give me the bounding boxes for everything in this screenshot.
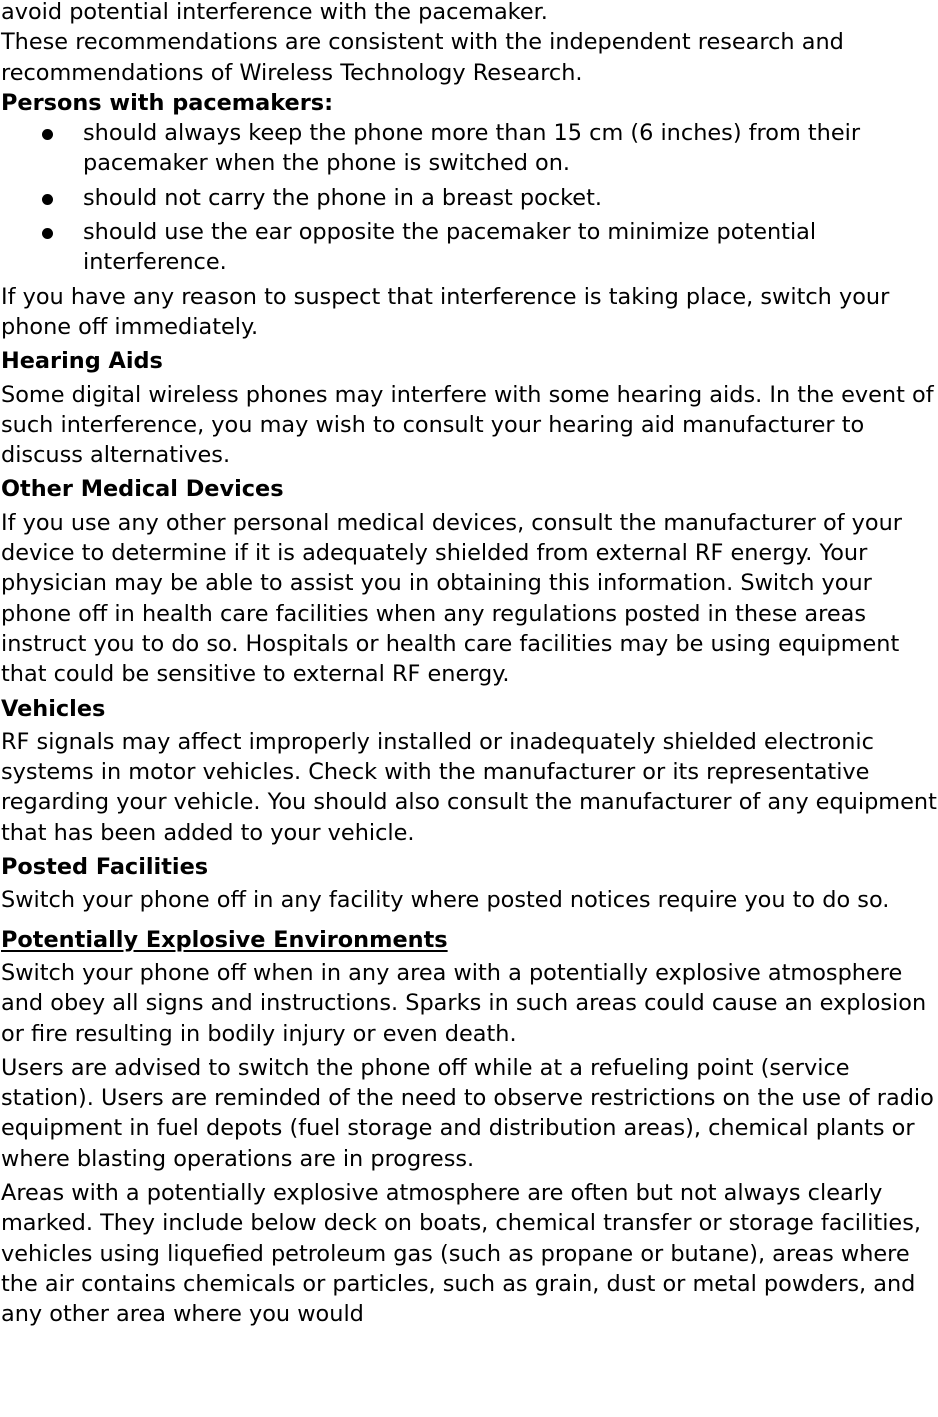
intro-consistency-paragraph: These recommendations are consistent with the independent research and recommendations of Wireless Technology Research.	[1, 29, 844, 86]
list-item	[1, 183, 937, 213]
bullet-text: should not carry the phone in a breast pocket.	[83, 184, 602, 211]
pacemakers-bullet-list	[1, 118, 937, 277]
other-medical-devices-heading: Other Medical Devices	[1, 476, 284, 503]
explosive-paragraph: Areas with a potentially explosive atmosphere are often but not always clearly marked. They include below deck on boats, chemical transfer or storage facilities, vehicles using liquefied petroleum gas (such as propane or butane), areas where the air contains chemicals or particles, such as grain, dust or metal powders, and any other area where you would	[1, 1179, 921, 1328]
bullet-icon	[42, 129, 53, 140]
list-item	[1, 118, 937, 179]
intro-continuation: avoid potential interference with the pacemaker.	[1, 0, 548, 25]
vehicles-paragraph: RF signals may affect improperly installed or inadequately shielded electronic systems in motor vehicles. Check with the manufacturer or its representative regarding your vehicle. You should also consult the manufacturer of any equipment that has been added to your vehicle.	[1, 728, 937, 846]
hearing-aids-paragraph: Some digital wireless phones may interfere with some hearing aids. In the event of such interference, you may wish to consult your hearing aid manufacturer to discuss alternatives.	[1, 381, 934, 469]
other-medical-devices-paragraph: If you use any other personal medical devices, consult the manufacturer of your device to determine if it is adequately shielded from external RF energy. Your physician may be able to assist you in obtaining this information. Switch your phone off in health care facilities when any regulations posted in these areas instruct you to do so. Hospitals or health care facilities may be using equipment that could be sensitive to external RF energy.	[1, 509, 902, 688]
document-page	[1, 0, 937, 1329]
bullet-icon	[42, 228, 53, 239]
bullet-icon	[42, 194, 53, 205]
posted-facilities-paragraph: Switch your phone off in any facility where posted notices require you to do so.	[1, 887, 890, 914]
pacemakers-heading: Persons with pacemakers:	[1, 89, 334, 116]
vehicles-heading: Vehicles	[1, 695, 106, 722]
pacemakers-closing-paragraph: If you have any reason to suspect that interference is taking place, switch your phone off immediately.	[1, 283, 890, 340]
list-item	[1, 217, 937, 278]
bullet-text: should always keep the phone more than 15 cm (6 inches) from their pacemaker when the phone is switched on.	[83, 120, 861, 177]
explosive-paragraph: Users are advised to switch the phone off while at a refueling point (service station). Users are reminded of the need to observe restrictions on the use of radio equipment in fuel depots (fuel storage and distribution areas), chemical plants or where blasting operations are in progress.	[1, 1054, 934, 1172]
explosive-paragraph: Switch your phone off when in any area with a potentially explosive atmosphere and obey all signs and instructions. Sparks in such areas could cause an explosion or fire resulting in bodily injury or even death.	[1, 959, 927, 1047]
hearing-aids-heading: Hearing Aids	[1, 348, 163, 375]
explosive-environments-heading: Potentially Explosive Environments	[1, 926, 448, 953]
posted-facilities-heading: Posted Facilities	[1, 854, 209, 881]
bullet-text: should use the ear opposite the pacemaker to minimize potential interference.	[83, 219, 817, 276]
